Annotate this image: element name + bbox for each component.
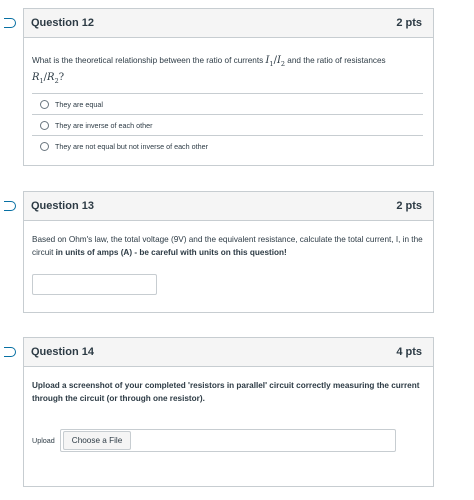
question-body xyxy=(24,221,433,259)
answer-label: They are equal xyxy=(55,99,103,109)
question-13-card xyxy=(23,191,434,313)
question-text xyxy=(32,233,425,259)
math-symbol: R xyxy=(32,72,40,83)
math-question-mark: ? xyxy=(58,72,65,83)
math-symbol: R xyxy=(47,72,55,83)
answer-input[interactable] xyxy=(32,274,157,295)
bookmark-flag-icon[interactable] xyxy=(4,201,16,211)
bookmark-flag-icon[interactable] xyxy=(4,347,16,357)
question-header xyxy=(24,192,433,221)
answer-option[interactable] xyxy=(32,93,423,114)
radio-button[interactable] xyxy=(40,100,49,109)
math-subscript: 2 xyxy=(280,60,286,68)
bookmark-flag-icon[interactable] xyxy=(4,18,16,28)
math-slash: / xyxy=(273,55,277,66)
answer-list xyxy=(32,93,423,156)
question-title: Question 14 xyxy=(31,346,94,358)
choose-file-button[interactable]: Choose a File xyxy=(63,431,132,450)
math-i1 xyxy=(265,55,285,66)
question-text-bold: in units of amps (A) - be careful with units on this question! xyxy=(55,248,287,257)
question-text xyxy=(32,379,425,405)
question-body xyxy=(24,38,433,88)
question-text-part: and the ratio of resistances xyxy=(285,56,386,65)
upload-label: Upload xyxy=(32,436,55,445)
question-points: 2 pts xyxy=(396,200,422,212)
question-12-card xyxy=(23,8,434,166)
math-symbol: I xyxy=(265,55,270,66)
question-points: 4 pts xyxy=(396,346,422,358)
question-text-part: Based on Ohm's law, the total voltage (9V) and the equivalent resistance, calculate the total current, I, in the circuit xyxy=(32,235,423,257)
answer-label: They are not equal but not inverse of each other xyxy=(55,141,209,151)
math-slash: / xyxy=(43,72,48,83)
question-title: Question 13 xyxy=(31,200,94,212)
math-r-ratio xyxy=(32,72,64,83)
math-symbol: I xyxy=(276,55,281,66)
question-14-card xyxy=(23,337,434,487)
question-body xyxy=(24,367,433,405)
question-header xyxy=(24,9,433,38)
upload-row xyxy=(32,429,396,452)
file-upload-field[interactable] xyxy=(60,429,396,452)
math-subscript: 2 xyxy=(54,77,59,85)
math-subscript: 1 xyxy=(39,77,44,85)
answer-label: They are inverse of each other xyxy=(55,120,153,130)
radio-button[interactable] xyxy=(40,142,49,151)
question-points: 2 pts xyxy=(396,17,422,29)
question-text-part: What is the theoretical relationship between the ratio of currents xyxy=(32,56,266,65)
answer-option[interactable] xyxy=(32,135,423,156)
math-subscript: 1 xyxy=(269,60,274,68)
question-header xyxy=(24,338,433,367)
radio-button[interactable] xyxy=(40,121,49,130)
question-text xyxy=(32,54,425,88)
question-text-bold: Upload a screenshot of your completed 'resistors in parallel' circuit correctly measuring the current through the circuit (or through one resistor). xyxy=(32,381,420,403)
question-title: Question 12 xyxy=(31,17,94,29)
answer-option[interactable] xyxy=(32,114,423,135)
